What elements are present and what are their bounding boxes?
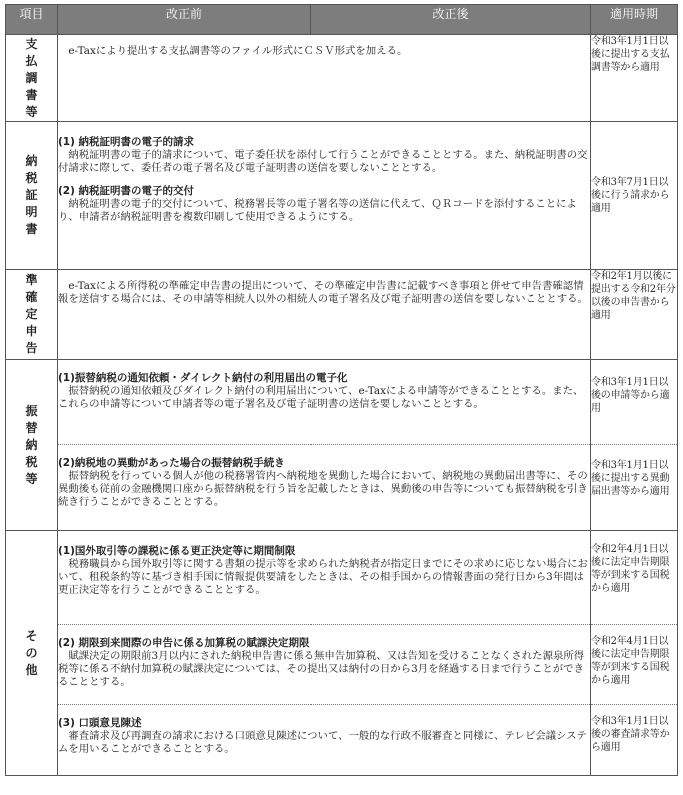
- category-cell: [6, 360, 58, 531]
- content-cell: [58, 122, 591, 270]
- category-label: 準確定申告: [25, 273, 38, 355]
- content-text: e-Taxによる所得税の準確定申告書の提出について、その準確定申告書に記載すべき事項と併せて申告書確認情報を送信する場合には、その申請等相続人以外の相続人の電子署名及び電子証明書の送信を要しないこととする。: [58, 280, 588, 305]
- header-row: [6, 5, 678, 35]
- subsection-title: (1) 納税証明書の電子的請求: [58, 136, 195, 148]
- content-cell: [58, 360, 591, 445]
- header-date: 適用時期: [591, 5, 678, 35]
- table-row: [6, 445, 678, 531]
- date-cell: 令和3年1月1日以後に提出する支払調書等から適用: [591, 35, 678, 122]
- content-text: e-Taxにより提出する支払調書等のファイル形式にＣＳＶ形式を加える。: [68, 45, 408, 57]
- table-row: [6, 270, 678, 360]
- table-row: [6, 625, 678, 705]
- category-cell: [6, 531, 58, 776]
- date-cell: 令和3年1月1日以後の申請等から適用: [591, 360, 678, 445]
- date-cell: 令和3年1月1日以後に提出する異動届出書等から適用: [591, 445, 678, 531]
- subsection-text: 振替納税を行っている個人が他の税務署管内へ納税地を異動した場合において、納税地の異動届出書等に、その異動後も従前の金融機関口座から振替納税を行う旨を記載したときは、異動後の申告等についても振替納税を引き続き行うことができることとする。: [58, 470, 588, 508]
- category-label: その他: [25, 628, 38, 677]
- content-cell: [58, 705, 591, 776]
- content-cell: [58, 35, 591, 122]
- table-row: [6, 705, 678, 776]
- subsection-title: (2) 納税証明書の電子的交付: [58, 185, 195, 197]
- header-before: 改正前: [58, 5, 311, 35]
- subsection-title: (1)国外取引等の課税に係る更正決定等に期間制限: [58, 545, 296, 557]
- tax-reform-table: [5, 4, 678, 776]
- subsection-text: 賦課決定の期限前3月以内にされた納税申告書に係る無申告加算税、又は告知を受けることなくされた源泉所得税等に係る不納付加算税の賦課決定については、その提出又は納付の日から3月を経過する日まで行うことができることとする。: [58, 650, 585, 688]
- subsection-title: (2) 期限到来間際の申告に係る加算税の賦課決定期限: [58, 637, 310, 649]
- subsection-title: (3) 口頭意見陳述: [58, 717, 142, 729]
- content-cell: [58, 270, 591, 360]
- category-cell: [6, 270, 58, 360]
- subsection-text: 振替納税の通知依頼及びダイレクト納付の利用届出について、e-Taxによる申請等ができることとする。また、これらの申請等について申請者等の電子署名及び電子証明書の送信を要しないこととする。: [58, 385, 584, 410]
- category-label: 振替納税等: [25, 403, 38, 486]
- category-cell: [6, 122, 58, 270]
- table-row: [6, 35, 678, 122]
- category-label: 支払調書等: [25, 36, 38, 119]
- table-row: [6, 531, 678, 625]
- date-cell: 令和2年4月1日以後に法定申告期限等が到来する国税から適用: [591, 531, 678, 625]
- subsection-title: (1)振替納税の通知依頼・ダイレクト納付の利用届出の電子化: [58, 372, 348, 384]
- content-cell: [58, 445, 591, 531]
- date-cell: 令和2年1月以後に提出する令和2年分以後の申告書から適用: [591, 270, 678, 360]
- date-cell: 令和2年4月1日以後に法定申告期限等が到来する国税から適用: [591, 625, 678, 705]
- header-after: 改正後: [311, 5, 591, 35]
- category-cell: [6, 35, 58, 122]
- subsection-text: 納税証明書の電子的交付について、税務署長等の電子署名等の送信に代えて、ＱＲコードを添付することにより、申請者が納税証明書を複数印刷して使用できるようにする。: [58, 198, 577, 223]
- table-row: [6, 360, 678, 445]
- content-cell: [58, 625, 591, 705]
- subsection-text: 税務職員から国外取引等に関する書類の提示等を求められた納税者が指定日までにその求めに応じない場合において、租税条約等に基づき相手国に情報提供要請をしたときは、その相手国からの情報書面の発行日から3年間は更正決定等を行うことができることとする。: [58, 558, 588, 596]
- subsection-title: (2)納税地の異動があった場合の振替納税手続き: [58, 457, 285, 469]
- category-label: 納税証明書: [25, 154, 38, 236]
- content-cell: [58, 531, 591, 625]
- subsection-text: 審査請求及び再調査の請求における口頭意見陳述について、一般的な行政不服審査と同様に、テレビ会議システムを用いることができることとする。: [58, 730, 587, 755]
- header-item: 項目: [6, 5, 58, 35]
- date-cell: 令和3年1月1日以後の審査請求等から適用: [591, 705, 678, 776]
- date-cell: 令和3年7月1日以後に行う請求から適用: [591, 122, 678, 270]
- table-row: [6, 122, 678, 270]
- subsection-text: 納税証明書の電子的請求について、電子委任状を添付して行うことができることとする。また、納税証明書の交付請求に際して、委任者の電子署名及び電子証明書の送信を要しないこととする。: [58, 149, 588, 174]
